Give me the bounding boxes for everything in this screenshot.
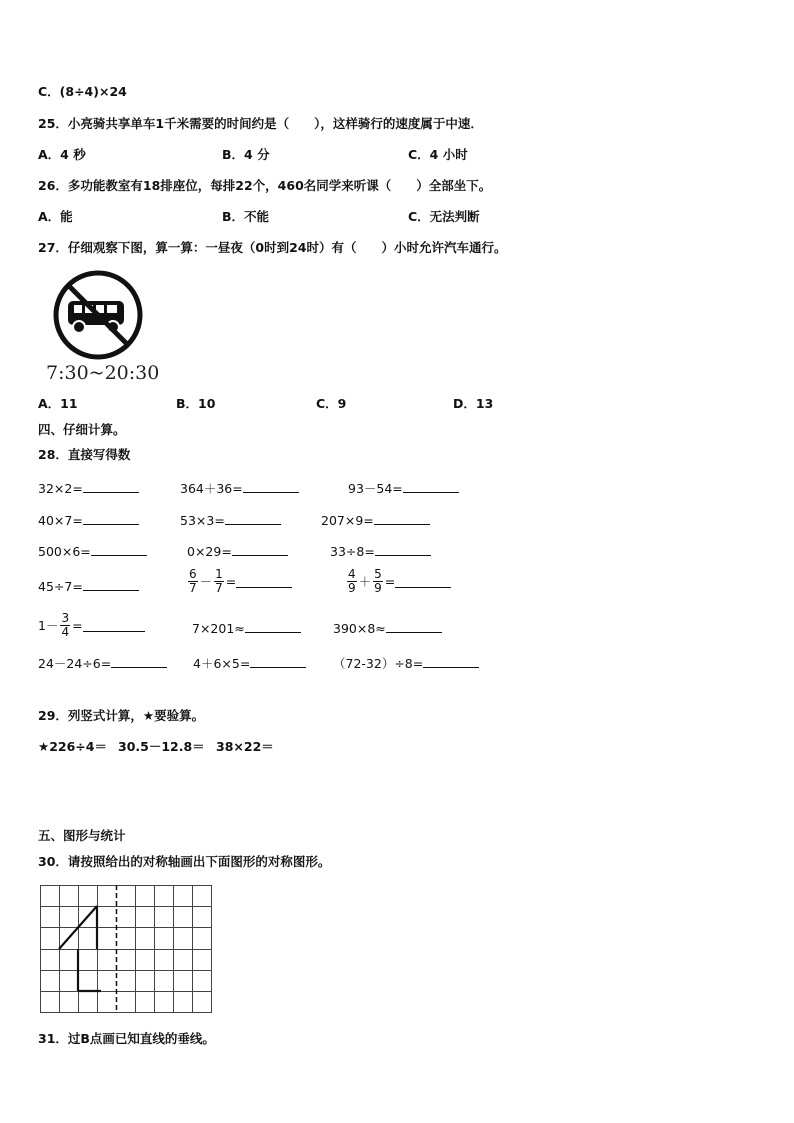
calc-item xyxy=(187,543,288,560)
fraction xyxy=(373,568,383,595)
calc-item xyxy=(330,543,431,560)
calc-item xyxy=(38,543,147,560)
vertical-calc-item-3: 38×22＝ xyxy=(216,739,274,754)
answer-blank[interactable] xyxy=(250,655,306,668)
calc-item xyxy=(38,655,167,672)
answer-blank[interactable] xyxy=(403,480,459,493)
denominator: 9 xyxy=(374,581,382,595)
calc-item xyxy=(192,620,301,637)
numerator: 1 xyxy=(215,567,223,581)
fraction xyxy=(214,568,224,595)
operator: － xyxy=(199,573,213,589)
q28-stem: 28．直接写得数 xyxy=(38,447,131,462)
answer-blank[interactable] xyxy=(225,512,281,525)
vertical-calc-item-2: 30.5－12.8＝ xyxy=(118,739,205,754)
q31-stem: 31．过B点画已知直线的垂线。 xyxy=(38,1031,215,1046)
calc-item xyxy=(321,512,430,529)
calc-item xyxy=(345,568,451,595)
answer-blank[interactable] xyxy=(91,543,147,556)
q25-option-c[interactable]: C．4 小时 xyxy=(408,147,468,162)
answer-blank[interactable] xyxy=(243,480,299,493)
calc-expression: 500×6= xyxy=(38,544,91,559)
q30-stem: 30．请按照给出的对称轴画出下面图形的对称图形。 xyxy=(38,854,331,869)
calc-expression: 93－54= xyxy=(348,481,403,496)
calc-item xyxy=(38,512,139,529)
answer-blank[interactable] xyxy=(245,620,301,633)
answer-blank[interactable] xyxy=(83,578,139,591)
calc-expression: 45÷7= xyxy=(38,579,83,594)
q26-stem: 26．多功能教室有18排座位，每排22个，460名同学来听课（ ）全部坐下。 xyxy=(38,178,492,193)
calc-item xyxy=(186,568,292,595)
q27-stem: 27．仔细观察下图，算一算：一昼夜（0时到24时）有（ ）小时允许汽车通行。 xyxy=(38,240,507,255)
vertical-calc-item-1: ★226÷4＝ xyxy=(38,739,107,754)
calc-expression: 40×7= xyxy=(38,513,83,528)
numerator: 5 xyxy=(374,567,382,581)
calc-expression: 4＋6×5= xyxy=(193,656,251,671)
answer-blank[interactable] xyxy=(111,655,167,668)
fraction xyxy=(60,612,70,639)
calc-item xyxy=(38,612,145,639)
calc-item xyxy=(333,655,479,672)
answer-blank[interactable] xyxy=(83,480,139,493)
given-shape xyxy=(59,906,101,991)
calc-expression: （72-32）÷8= xyxy=(333,656,424,671)
q25-option-b[interactable]: B．4 分 xyxy=(222,147,270,162)
q27-option-d[interactable]: D．13 xyxy=(453,396,494,411)
answer-blank[interactable] xyxy=(423,655,479,668)
numerator: 4 xyxy=(348,567,356,581)
calc-item xyxy=(180,512,281,529)
answer-blank[interactable] xyxy=(386,620,442,633)
denominator: 7 xyxy=(189,581,197,595)
calc-expression: 207×9= xyxy=(321,513,374,528)
calc-item xyxy=(333,620,442,637)
fraction xyxy=(347,568,357,595)
calc-item xyxy=(348,480,459,497)
calc-expression: 32×2= xyxy=(38,481,83,496)
answer-blank[interactable] xyxy=(83,619,145,632)
answer-blank[interactable] xyxy=(375,543,431,556)
equals-sign: = xyxy=(384,573,396,589)
fraction xyxy=(188,568,198,595)
calc-expression: 390×8≈ xyxy=(333,621,386,636)
numerator: 3 xyxy=(61,611,70,625)
calc-expression: 7×201≈ xyxy=(192,621,245,636)
section-5-title: 五、图形与统计 xyxy=(38,828,126,843)
section-4-title: 四、仔细计算。 xyxy=(38,422,126,437)
q27-option-b[interactable]: B．10 xyxy=(176,396,216,411)
q25-stem: 25．小亮骑共享单车1千米需要的时间约是（ ），这样骑行的速度属于中速． xyxy=(38,116,483,131)
q26-option-c[interactable]: C．无法判断 xyxy=(408,209,480,224)
symmetry-grid[interactable] xyxy=(40,885,213,1015)
calc-expression: 24－24÷6= xyxy=(38,656,112,671)
answer-blank[interactable] xyxy=(395,575,451,588)
answer-blank[interactable] xyxy=(232,543,288,556)
equals-sign: = xyxy=(225,573,237,589)
equals-sign: = xyxy=(72,617,83,633)
q27-option-a[interactable]: A．11 xyxy=(38,396,78,411)
numerator: 6 xyxy=(189,567,197,581)
no-bus-sign-icon xyxy=(50,267,146,363)
q27-option-c[interactable]: C．9 xyxy=(316,396,347,411)
calc-expression: 33÷8= xyxy=(330,544,375,559)
q25-option-a[interactable]: A．4 秒 xyxy=(38,147,86,162)
denominator: 9 xyxy=(348,581,356,595)
operator: ＋ xyxy=(358,573,372,589)
calc-item xyxy=(38,480,139,497)
calc-expression: 0×29= xyxy=(187,544,232,559)
denominator: 7 xyxy=(215,581,223,595)
calc-item xyxy=(38,578,139,595)
calc-expression: 1－ xyxy=(38,617,59,633)
q26-option-b[interactable]: B．不能 xyxy=(222,209,270,224)
q24-option-c: C．(8÷4)×24 xyxy=(38,84,127,99)
calc-item xyxy=(180,480,299,497)
answer-blank[interactable] xyxy=(374,512,430,525)
denominator: 4 xyxy=(61,625,70,639)
q26-option-a[interactable]: A．能 xyxy=(38,209,73,224)
q29-stem: 29．列竖式计算，★要验算。 xyxy=(38,708,205,723)
calc-expression: 364＋36= xyxy=(180,481,243,496)
calc-expression: 53×3= xyxy=(180,513,225,528)
calc-item xyxy=(193,655,306,672)
answer-blank[interactable] xyxy=(83,512,139,525)
answer-blank[interactable] xyxy=(236,575,292,588)
sign-time-label: 7:30~20:30 xyxy=(46,362,160,384)
